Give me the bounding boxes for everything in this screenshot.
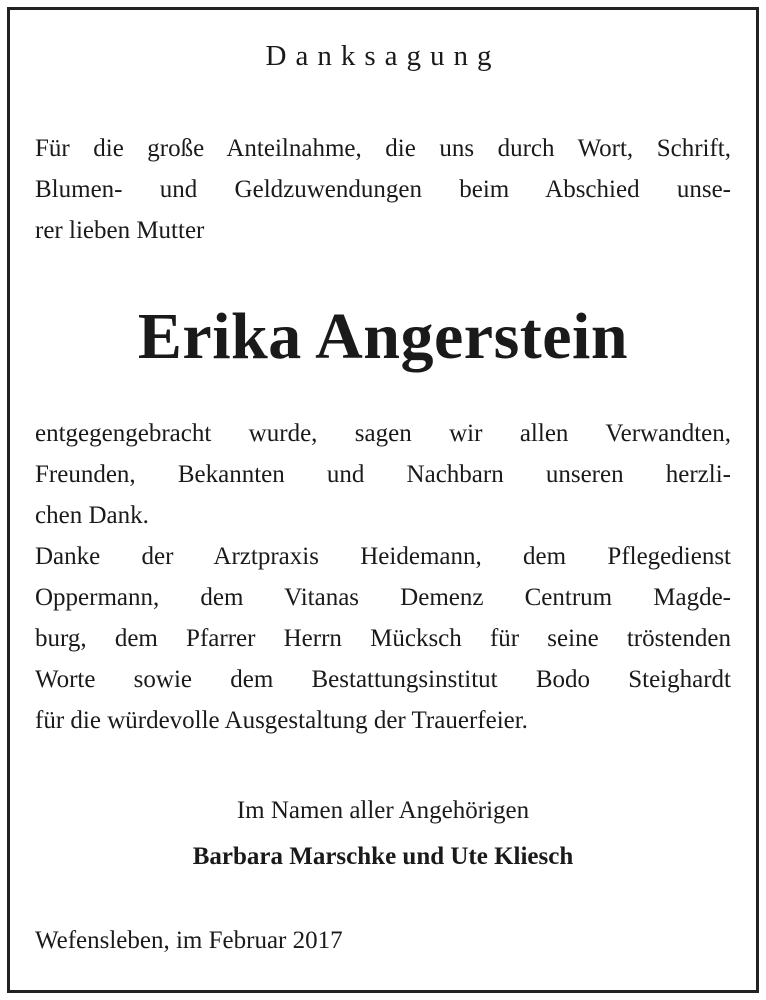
acknowledgements-paragraph	[35, 536, 731, 741]
thanks-paragraph	[35, 413, 731, 536]
thanks-line: entgegengebracht wurde, sagen wir allen Verwandten,	[35, 420, 731, 447]
signoff-text: Im Namen aller Angehörigen	[236, 797, 530, 824]
acknowledgements-line: burg, dem Pfarrer Herrn Mücksch für seine tröstenden	[35, 625, 731, 652]
acknowledgements-line: für die würdevolle Ausgestaltung der Trauerfeier.	[35, 707, 528, 734]
intro-paragraph	[35, 128, 731, 251]
deceased-name: Erika Angerstein	[137, 300, 629, 373]
intro-line: rer lieben Mutter	[35, 217, 205, 244]
thanks-line: Freunden, Bekannten und Nachbarn unseren herzli-	[35, 461, 731, 488]
thanks-line: chen Dank.	[35, 502, 149, 529]
notice-title: Danksagung	[265, 40, 501, 72]
intro-line: Blumen- und Geldzuwendungen beim Abschied unse-	[35, 176, 731, 203]
signers-names: Barbara Marschke und Ute Kliesch	[192, 843, 574, 870]
acknowledgements-line: Worte sowie dem Bestattungsinstitut Bodo Steighardt	[35, 666, 731, 693]
intro-line: Für die große Anteilnahme, die uns durch Wort, Schrift,	[35, 135, 731, 162]
acknowledgements-line: Danke der Arztpraxis Heidemann, dem Pflegedienst	[35, 543, 731, 570]
acknowledgements-line: Oppermann, dem Vitanas Demenz Centrum Magde-	[35, 584, 731, 611]
place-date: Wefensleben, im Februar 2017	[35, 927, 343, 954]
